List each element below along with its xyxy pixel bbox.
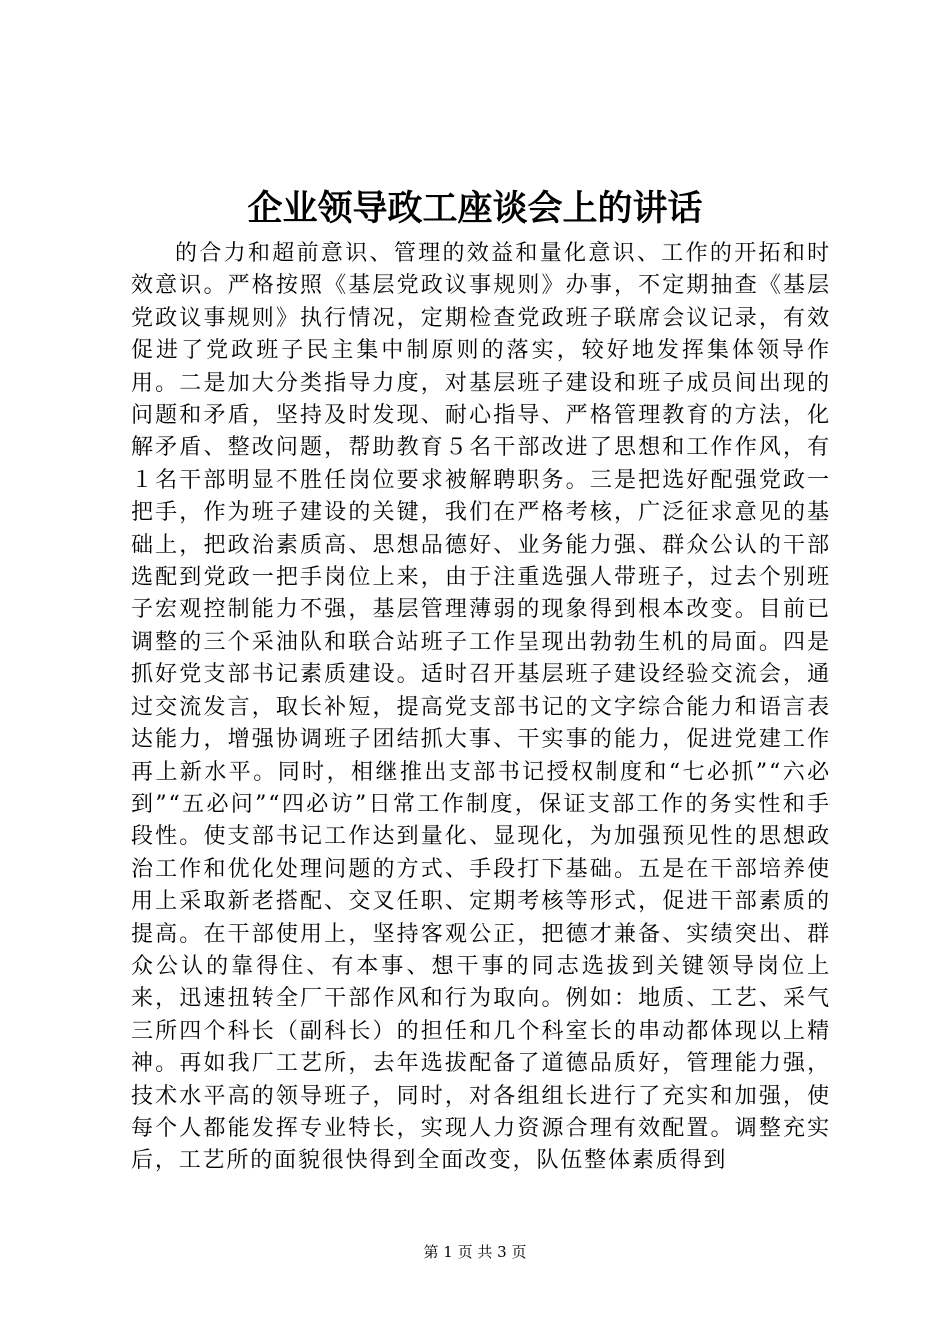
body-paragraph: 的合力和超前意识、管理的效益和量化意识、工作的开拓和时效意识。严格按照《基层党政议事规则》办事，不定期抽查《基层党政议事规则》执行情况，定期检查党政班子联席会议记录，有效促进了党政班子民主集中制原则的落实，较好地发挥集体领导作用。二是加大分类指导力度，对基层班子建设和班子成员间出现的问题和矛盾，坚持及时发现、耐心指导、严格管理教育的方法，化解矛盾、整改问题，帮助教育５名干部改进了思想和工作作风，有１名干部明显不胜任岗位要求被解聘职务。三是把选好配强党政一把手，作为班子建设的关键，我们在严格考核，广泛征求意见的基础上，把政治素质高、思想品德好、业务能力强、群众公认的干部选配到党政一把手岗位上来，由于注重选强人带班子，过去个别班子宏观控制能力不强，基层管理薄弱的现象得到根本改变。目前已调整的三个采油队和联合站班子工作呈现出勃勃生机的局面。四是抓好党支部书记素质建设。适时召开基层班子建设经验交流会，通过交流发言，取长补短，提高党支部书记的文字综合能力和语言表达能力，增强协调班子团结抓大事、干实事的能力，促进党建工作再上新水平。同时，相继推出支部书记授权制度和“七必抓”“六必到”“五必问”“四必访”日常工作制度，保证支部工作的务实性和手段性。使支部书记工作达到量化、显现化，为加强预见性的思想政治工作和优化处理问题的方式、手段打下基础。五是在干部培养使用上采取新老搭配、交叉任职、定期考核等形式，促进干部素质的提高。在干部使用上，坚持客观公正，把德才兼备、实绩突出、群众公认的靠得住、有本事、想干事的同志选拔到关键领导岗位上来，迅速扭转全厂干部作风和行为取向。例如：地质、工艺、采气三所四个科长（副科长）的担任和几个科室长的串动都体现以上精神。再如我厂工艺所，去年选拔配备了道德品质好，管理能力强，技术水平高的领导班子，同时，对各组组长进行了充实和加强，使每个人都能发挥专业特长，实现人力资源合理有效配置。调整充实后，工艺所的面貌很快得到全面改变，队伍整体素质得到 — [131, 241, 831, 1174]
document-title: 企业领导政工座谈会上的讲话 — [247, 188, 703, 229]
page-number-footer: 第 1 页 共 3 页 — [423, 1243, 527, 1261]
